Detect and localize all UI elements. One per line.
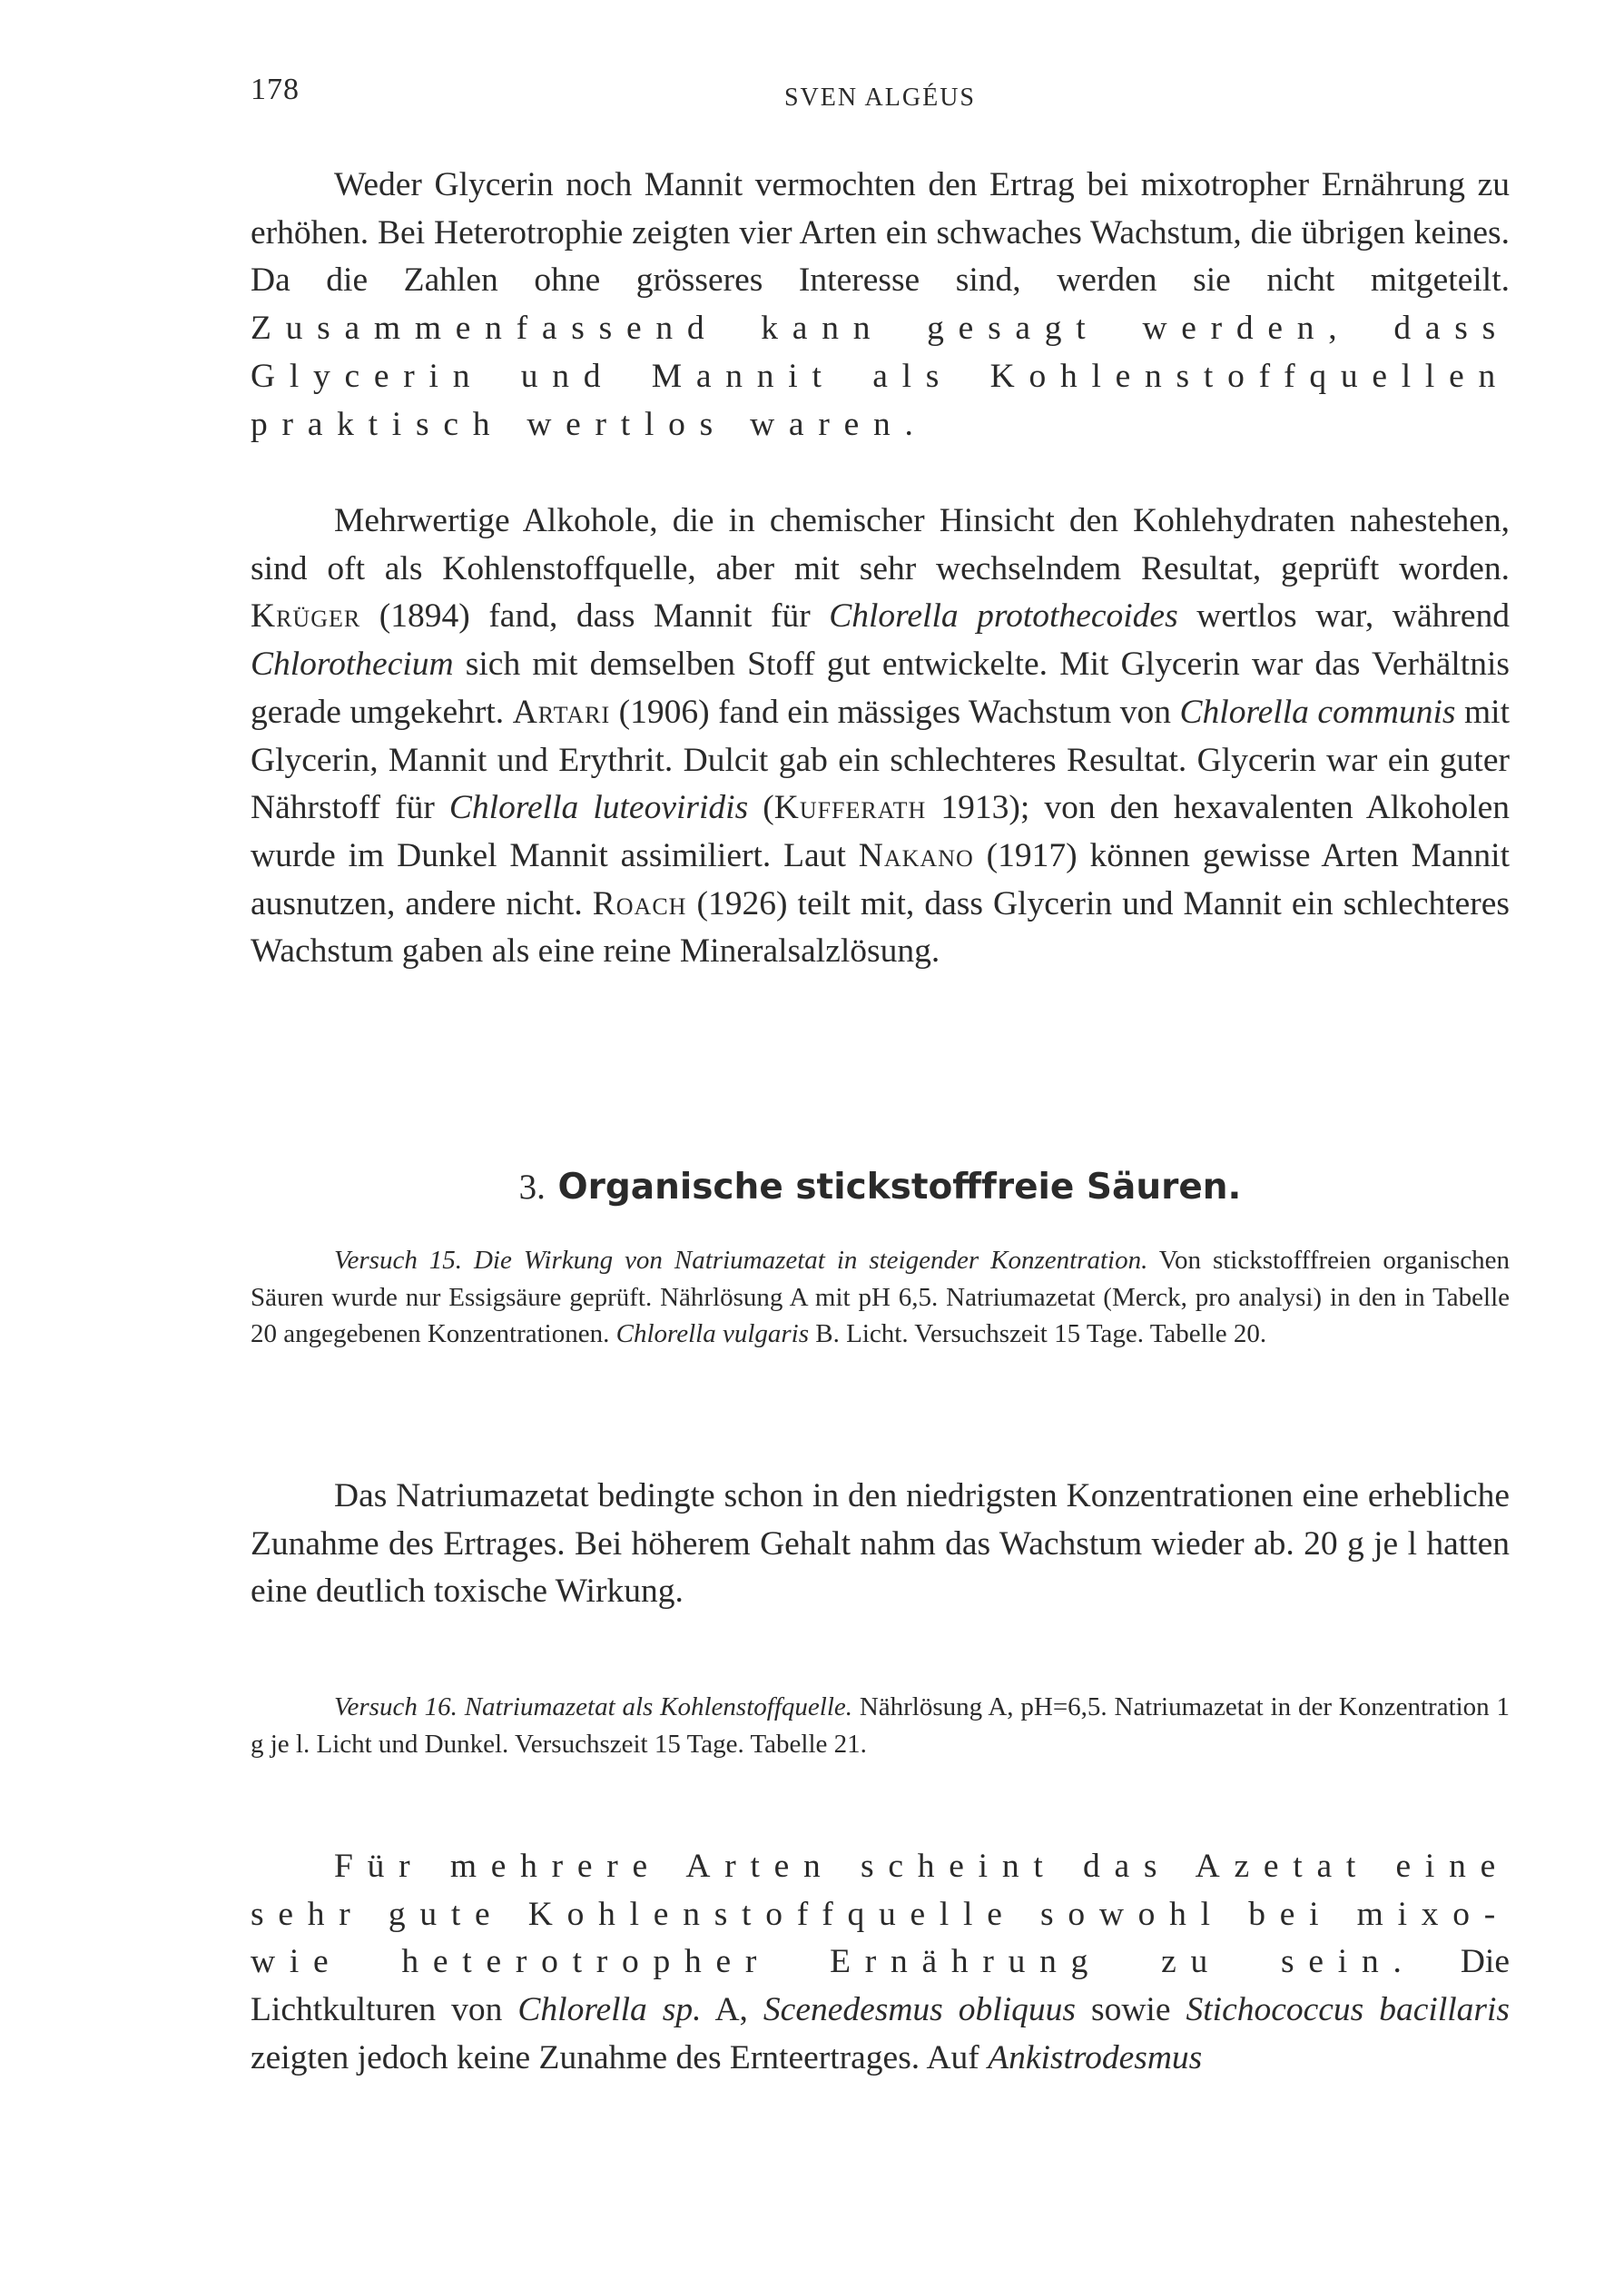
experiment-16 <box>251 1689 1510 1762</box>
p4-text-1: Die Lichtkulturen von <box>251 1943 1510 2029</box>
author-nakano: Nakano <box>858 836 974 874</box>
experiment-15-title: Versuch 15. Die Wirkung von Natriumazetat in steigender Konzentration. <box>334 1246 1148 1275</box>
page-number: 178 <box>251 73 300 106</box>
p4-text-3: sowie <box>1075 1991 1186 2029</box>
species-ankistrodesmus: Ankistrodesmus <box>988 2038 1203 2076</box>
section-number: 3. <box>518 1168 546 1207</box>
author-artari: Artari <box>512 693 611 731</box>
p2-text-1: Mehrwertige Alkohole, die in chemischer Hinsicht den Kohlehydraten nahestehen, sind oft als Kohlenstoffquelle, aber mit sehr wechselndem Resultat, geprüft worden. <box>251 502 1510 587</box>
experiment-15 <box>251 1242 1510 1353</box>
paragraph-4 <box>251 1843 1510 2083</box>
p2-text-6: mit Glycerin, Mannit und Erythrit. Dulcit gab ein schlechteres Resultat. Glycerin war ein guter Nährstoff für <box>251 693 1511 827</box>
experiment-15-text-2: B. Licht. Versuchszeit 15 Tage. Tabelle 20. <box>809 1319 1267 1349</box>
running-head: SVEN ALGÉUS <box>783 84 976 112</box>
experiment-16-title: Versuch 16. Natriumazetat als Kohlenstoffquelle. <box>334 1692 852 1721</box>
species-chlorella-communis: Chlorella communis <box>1179 693 1456 731</box>
species-chlorella-sp: Chlorella sp. <box>517 1991 702 2029</box>
paragraph-3-text: Das Natriumazetat bedingte schon in den niedrigsten Konzentrationen eine erhebliche Zunahme des Ertrages. Bei höherem Gehalt nahm das Wachstum wieder ab. 20 g je l hatten eine deutlich toxische Wirkung. <box>251 1477 1510 1611</box>
paragraph-1-text: Weder Glycerin noch Mannit vermochten den Ertrag bei mixotropher Ernährung zu erhöhen. Bei Heterotrophie zeigten vier Arten ein schwaches Wachstum, die übrigen keines. Da die Zahlen ohne grösseres Interesse sind, werden sie nicht mitgeteilt. <box>251 166 1510 300</box>
p2-text-2: (1894) fand, dass Mannit für <box>360 597 830 636</box>
p2-text-7: ( <box>748 789 774 827</box>
paragraph-3 <box>251 1473 1510 1616</box>
p2-text-8: 1913); von den hexavalenten Alkoholen wurde im Dunkel Mannit assimiliert. Laut <box>251 789 1511 874</box>
species-chlorella-luteoviridis: Chlorella luteoviridis <box>448 789 749 827</box>
p2-text-9: (1917) können gewisse Arten Mannit ausnutzen, andere nicht. <box>251 836 1511 922</box>
paragraph-4-spaced: Für mehrere Arten scheint das Azetat eine sehr gute Kohlenstoffquelle sowohl bei mixo- wie heterotropher Ernährung zu sein. <box>251 1848 1510 1981</box>
author-kufferath: Kufferath <box>773 789 927 827</box>
section-heading <box>251 1167 1510 1208</box>
species-scenedesmus-obliquus: Scenedesmus obliquus <box>763 1991 1076 2029</box>
experiment-15-species: Chlorella vulgaris <box>615 1319 810 1349</box>
paragraph-1 <box>251 162 1510 449</box>
species-chlorella-protothecoides: Chlorella protothecoides <box>829 597 1178 636</box>
section-title: Organische stickstofffreie Säuren. <box>557 1167 1242 1208</box>
p2-text-4: sich mit demselben Stoff gut entwickelte. Mit Glycerin war das Verhältnis gerade umgekehrt. <box>251 646 1510 731</box>
paragraph-2 <box>251 498 1510 976</box>
page-header <box>251 73 1510 118</box>
p4-text-2: A, <box>701 1991 763 2029</box>
p2-text-5: (1906) fand ein mässiges Wachstum von <box>610 693 1180 731</box>
paragraph-1-spaced-summary: Zusammenfassend kann gesagt werden, dass Glycerin und Mannit als Kohlenstoffquellen praktisch wertlos waren. <box>251 310 1510 443</box>
author-roach: Roach <box>592 884 687 922</box>
author-krueger: Krüger <box>251 597 361 636</box>
species-stichococcus-bacillaris: Stichococcus bacillaris <box>1186 1991 1511 2029</box>
p4-text-4: zeigten jedoch keine Zunahme des Ernteertrages. Auf <box>251 2038 989 2076</box>
species-chlorothecium: Chlorothecium <box>251 646 454 684</box>
experiment-15-text-1: Von stickstofffreien organischen Säuren wurde nur Essigsäure geprüft. Nährlösung A mit pH 6,5. Natriumazetat (Merck, pro analysi) in den in Tabelle 20 angegebenen Konzentrationen. <box>251 1246 1510 1349</box>
p2-text-10: (1926) teilt mit, dass Glycerin und Mannit ein schlechteres Wachstum gaben als eine reine Mineralsalzlösung. <box>251 884 1510 971</box>
p2-text-3: wertlos war, während <box>1177 597 1510 636</box>
experiment-16-text: Nährlösung A, pH=6,5. Natriumazetat in der Konzentration 1 g je l. Licht und Dunkel. Versuchszeit 15 Tage. Tabelle 21. <box>251 1692 1511 1759</box>
